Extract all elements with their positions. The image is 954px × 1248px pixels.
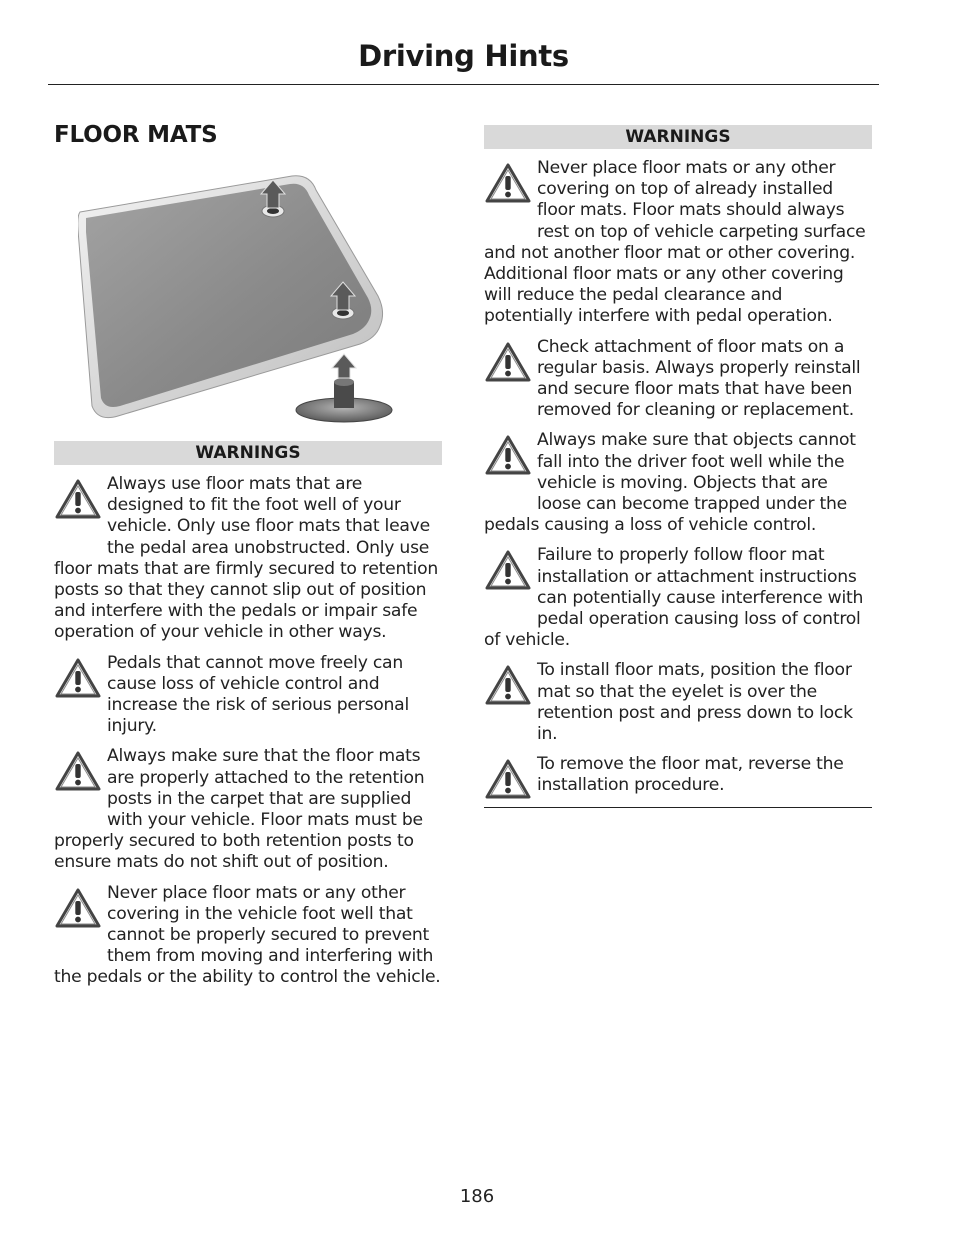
- eyelet-hole: [267, 208, 279, 214]
- warning-item: [484, 754, 872, 796]
- up-arrow-icon: [332, 354, 356, 378]
- warning-triangle-icon: [484, 341, 537, 401]
- page-title: Driving Hints: [358, 39, 569, 73]
- warning-triangle-icon: [54, 887, 107, 947]
- section-title: FLOOR MATS: [54, 122, 218, 148]
- page-header: [48, 38, 879, 85]
- warning-item: [484, 158, 872, 328]
- warning-text: Always make sure that objects cannot fall into the driver foot well while the vehicle is moving. Objects that are loose can become trapped under the pedals causing a loss of vehicle control.: [484, 430, 856, 536]
- section-end-rule: [484, 807, 872, 808]
- retention-post-top: [334, 378, 354, 386]
- left-warnings: [54, 441, 442, 989]
- warning-item: [54, 746, 442, 873]
- warning-text: To remove the floor mat, reverse the installation procedure.: [537, 754, 844, 796]
- warning-triangle-icon: [54, 478, 107, 538]
- floor-mat-diagram: [78, 170, 400, 430]
- warning-text: Never place floor mats or any other covering in the vehicle foot well that cannot be properly secured to prevent them from moving and interfering with the pedals or the ability to control the vehicle.: [54, 882, 441, 988]
- warning-text: Failure to properly follow floor mat installation or attachment instructions can potentially cause interference with pedal operation causing loss of control of vehicle.: [484, 545, 864, 651]
- warning-triangle-icon: [484, 549, 537, 609]
- warning-item: [54, 883, 442, 989]
- warning-triangle-icon: [484, 758, 537, 818]
- warning-text: To install floor mats, position the floor mat so that the eyelet is over the retention post and press down to lock in.: [537, 660, 853, 745]
- warning-text: Never place floor mats or any other covering on top of already installed floor mats. Floor mats should always rest on top of vehicle carpeting surface and not another floor mat or other covering. Additional floor mats or any other covering will reduce the pedal clearance and potentially interfere with pedal operation.: [484, 158, 866, 327]
- floor-mat-illustration: [78, 170, 400, 430]
- eyelet-hole: [337, 310, 349, 316]
- warning-text: Pedals that cannot move freely can cause loss of vehicle control and increase the risk of serious personal injury.: [107, 652, 409, 737]
- warning-item: [54, 653, 442, 738]
- warning-text: Always use floor mats that are designed to fit the foot well of your vehicle. Only use floor mats that leave the pedal area unobstructed. Only use floor mats that are firmly secured to retention posts so that they cannot slip out of position and interfere with the pedals or impair safe operation of your vehicle in other ways.: [54, 474, 439, 643]
- warning-item: [484, 337, 872, 422]
- warning-triangle-icon: [484, 434, 537, 494]
- warning-triangle-icon: [54, 750, 107, 810]
- warning-text: Check attachment of floor mats on a regular basis. Always properly reinstall and secure floor mats that have been removed for cleaning or replacement.: [537, 336, 861, 421]
- page-number: 186: [459, 1186, 495, 1207]
- warning-triangle-icon: [54, 657, 107, 717]
- warning-triangle-icon: [484, 664, 537, 724]
- warning-triangle-icon: [484, 162, 537, 222]
- warning-item: [484, 545, 872, 651]
- right-warnings: [484, 125, 872, 818]
- warning-text: Always make sure that the floor mats are properly attached to the retention posts in the carpet that are supplied with your vehicle. Floor mats must be properly secured to both retention posts to ensure mats do not shift out of position.: [54, 746, 425, 873]
- warning-item: [484, 430, 872, 536]
- warning-item: [484, 660, 872, 745]
- warnings-heading: WARNINGS: [484, 125, 872, 149]
- warnings-heading: WARNINGS: [54, 441, 442, 465]
- warning-item: [54, 474, 442, 644]
